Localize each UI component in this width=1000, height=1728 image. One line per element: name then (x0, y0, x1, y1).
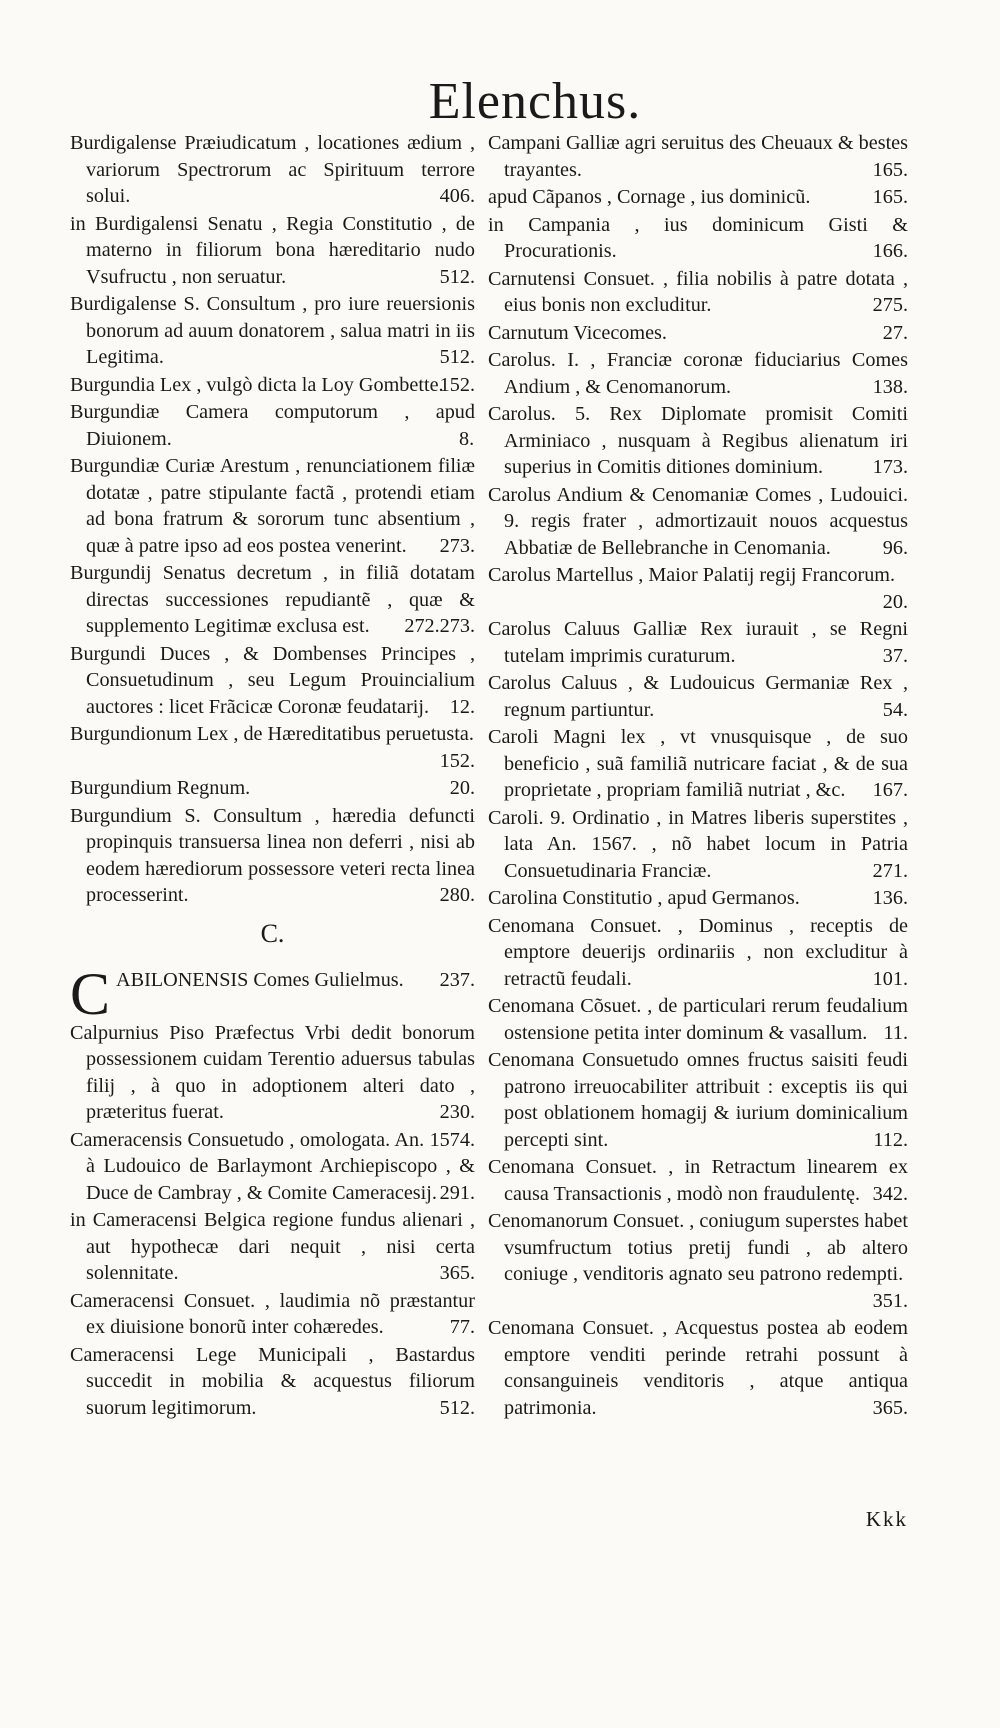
entry-page-number: 365. (872, 1396, 908, 1419)
index-entry (488, 805, 908, 885)
index-entry (70, 721, 475, 774)
entry-page-number: 351. (872, 1289, 908, 1312)
entry-page-number: 96. (882, 536, 908, 559)
entry-text: in Cameracensi Belgica regione fundus alienari , aut hypothecæ dari nequit , nisi certa solennitate. (70, 1209, 475, 1284)
right-entries (488, 130, 908, 1421)
entry-text: Calpurnius Piso Præfectus Vrbi dedit bonorum possessionem cuidam Terentio aduersus tabulas filij , à quo in adoptionem alteri dato , præteritus fuerat. (70, 1021, 475, 1123)
entry-page-number: 152. (439, 373, 475, 396)
entry-text: Cenomana Cõsuet. , de particulari rerum feudalium ostensione petita inter dominum & vasallum. (488, 995, 908, 1044)
entry-page-number: 512. (439, 346, 475, 368)
index-entry (70, 211, 475, 291)
entry-text: Caroli. 9. Ordinatio , in Matres liberis superstites , lata An. 1567. , nõ habet locum in Patria Consuetudinaria Franciæ. (488, 806, 908, 882)
index-entry (488, 320, 908, 347)
index-entry (488, 993, 908, 1046)
entry-page-number: 173. (872, 456, 908, 478)
catchword: Kkk (865, 1507, 908, 1531)
index-entry (70, 1020, 475, 1126)
index-entry (70, 1288, 475, 1341)
index-entry (488, 1047, 908, 1153)
index-entry (488, 212, 908, 265)
index-entry (70, 291, 475, 371)
left-column (70, 130, 475, 1422)
entry-page-number: 230. (439, 1101, 475, 1123)
entry-text: Carolus Caluus , & Ludouicus Germaniæ Rex , regnum partiuntur. (488, 672, 908, 721)
entry-text: Carolus Andium & Cenomaniæ Comes , Ludouici. 9. regis frater , admortizauit nouos acquestus Abbatiæ de Bellebranche in Cenomania. (488, 483, 908, 559)
entry-page-number: 271. (872, 859, 908, 882)
index-entry (488, 266, 908, 319)
entry-text: Burgundiæ Camera computorum , apud Diuionem. (70, 401, 475, 450)
entry-text: Burgundiæ Curiæ Arestum , renunciationem filiæ dotatæ , patre stipulante factã , protendi etiam ad bona fratrum & sororum tunc absentium , quæ à patre ipso ad eos postea venerint. (70, 455, 475, 557)
entry-text: Carolus Martellus , Maior Palatij regij Francorum. (488, 564, 896, 586)
entry-text: Carolus Caluus Galliæ Rex iurauit , se Regni tutelam imprimis curaturum. (488, 618, 908, 667)
index-entry (488, 1315, 908, 1421)
index-entry (70, 399, 475, 452)
entry-text: Carolus. 5. Rex Diplomate promisit Comiti Arminiaco , nusquam à Regibus alienatum iri superius in Comitis ditiones dominium. (488, 403, 908, 478)
entry-page-number: 20. (449, 777, 475, 799)
entry-text: Carolus. I. , Franciæ coronæ fiduciarius Comes Andium , & Cenomanorum. (488, 349, 908, 398)
index-entry (488, 562, 908, 615)
entry-page-number: 291. (439, 1181, 475, 1204)
entry-page-number: 136. (872, 887, 908, 909)
page-header: Elenchus. (428, 73, 642, 130)
index-entry (70, 641, 475, 721)
entry-text: Carnutensi Consuet. , filia nobilis à patre dotata , eius bonis non excluditur. (488, 267, 908, 316)
entry-page-number: 365. (439, 1262, 475, 1284)
entry-text: Cameracensi Lege Municipali , Bastardus succedit in mobilia & acquestus filiorum suorum legitimorum. (70, 1343, 475, 1419)
entry-page-number: 138. (872, 375, 908, 398)
index-entry (488, 184, 908, 211)
index-entry (488, 1208, 908, 1314)
entry-page-number: 512. (439, 265, 475, 288)
index-entry (488, 1154, 908, 1207)
entry-text: Burdigalense Præiudicatum , locationes ædium , variorum Spectrorum ac Spirituum terrore solui. (70, 132, 475, 207)
index-entry (488, 913, 908, 993)
entry-page-number: 237. (439, 968, 475, 991)
index-entry (488, 347, 908, 400)
entry-text: Cameracensis Consuetudo , omologata. An. 1574. à Ludouico de Barlaymont Archiepiscopo , & Duce de Cambray , & Comite Cameracesij. (70, 1128, 475, 1204)
entry-page-number: 165. (872, 158, 908, 181)
index-entry (488, 616, 908, 669)
entry-text: Burgundium Regnum. (70, 777, 251, 799)
entry-text: Cenomana Consuetudo omnes fructus saisiti feudi patrono irreuocabiliter attribuit : exceptis iis qui post oblationem homagij & iurium dominicalium percepti sint. (488, 1049, 908, 1151)
entry-text: Campani Galliæ agri seruitus des Cheuaux & bestes trayantes. (488, 132, 908, 181)
entry-page-number: 112. (873, 1128, 908, 1151)
entry-text: Cenomana Consuet. , in Retractum linearem ex causa Transactionis , modò non fraudulentę. (488, 1156, 908, 1205)
entry-text: Carolina Constitutio , apud Germanos. (488, 887, 800, 909)
index-entry (70, 1207, 475, 1287)
index-entry (70, 1342, 475, 1422)
index-entry (488, 482, 908, 562)
entry-text: Cenomanorum Consuet. , coniugum superstes habet vsumfructum totius pretij fundi , ab altero coniuge , venditoris agnato seu patrono redempti. (488, 1210, 908, 1285)
entry-text: Burgundia Lex , vulgò dicta la Loy Gombette. (70, 373, 444, 396)
entry-page-number: 273. (439, 534, 475, 557)
entry-page-number: 512. (439, 1396, 475, 1419)
entry-page-number: 8. (459, 427, 475, 450)
entry-text: Carnutum Vicecomes. (488, 321, 667, 344)
entry-text: Caroli Magni lex , vt vnusquisque , de suo beneficio , suã familiã nutricare faciat , & de sua proprietate , propriam familiã nutriat , &c. (488, 726, 908, 801)
entry-text: apud Cãpanos , Cornage , ius dominicũ. (488, 186, 811, 208)
entry-text: Cenomana Consuet. , Acquestus postea ab eodem emptore venditi perinde retrahi possunt à consanguineis venditoris , atque antiqua patrimonia. (488, 1317, 908, 1419)
entry-page-number: 77. (449, 1316, 475, 1338)
entry-page-number: 27. (882, 321, 908, 344)
entry-page-number: 20. (882, 590, 908, 613)
left-entries-after (70, 960, 475, 1422)
entry-text: Burgundium S. Consultum , hæredia defuncti propinquis transuersa linea non deferri , nisi ab eodem hærediorum possessore veteri recta linea processerint. (70, 804, 475, 906)
entry-page-number: 166. (872, 240, 908, 262)
entry-page-number: 275. (872, 294, 908, 316)
index-entry (70, 560, 475, 640)
index-entry (70, 775, 475, 802)
entry-page-number: 37. (882, 644, 908, 667)
left-entries-before (70, 130, 475, 909)
entry-text: Cenomana Consuet. , Dominus , receptis de emptore deuerijs ordinariis , non excluditur à retractũ feudali. (488, 914, 908, 990)
entry-page-number: 11. (883, 1021, 908, 1044)
drop-cap: C (70, 960, 111, 1027)
index-entry (488, 130, 908, 183)
entry-text: Burgundij Senatus decretum , in filiã dotatam directas successiones repudiantẽ , quæ & supplemento Legitimæ exclusa est. (70, 562, 475, 637)
entry-page-number: 280. (439, 884, 475, 906)
entry-page-number: 165. (872, 186, 908, 208)
index-entry (70, 1127, 475, 1207)
entry-page-number: 12. (449, 695, 475, 718)
index-entry (70, 803, 475, 909)
entry-page-number: 54. (882, 698, 908, 721)
index-entry (70, 130, 475, 210)
index-entry (70, 960, 475, 1027)
entry-text: in Burdigalensi Senatu , Regia Constitutio , de materno in filiorum bona hæreditario nudo Vsufructu , non seruatur. (70, 212, 475, 288)
entry-text: Burgundionum Lex , de Hæreditatibus peruetusta. (70, 723, 474, 745)
entry-text: in Campania , ius dominicum Gisti & Procurationis. (488, 213, 908, 262)
entry-page-number: 101. (872, 967, 908, 990)
index-entry (488, 401, 908, 481)
entry-text: Cameracensi Consuet. , laudimia nõ præstantur ex diuisione bonorũ inter cohæredes. (70, 1289, 475, 1338)
section-letter: C. (260, 918, 285, 948)
index-entry (488, 724, 908, 804)
entry-text: Burdigalense S. Consultum , pro iure reuersionis bonorum ad auum donatorem , salua matri in iis Legitima. (70, 293, 475, 368)
entry-page-number: 406. (439, 185, 475, 207)
index-entry (70, 453, 475, 559)
entry-page-number: 167. (872, 779, 908, 801)
index-entry (70, 372, 475, 399)
entry-page-number: 152. (439, 749, 475, 772)
index-entry (488, 885, 908, 912)
entry-text: Burgundi Duces , & Dombenses Principes , Consuetudinum , seu Legum Prouincialium auctores : licet Frãcicæ Coronæ feudatarij. (70, 642, 475, 718)
entry-text: ABILONENSIS Comes Gulielmus. (116, 968, 404, 991)
index-entry (488, 670, 908, 723)
entry-page-number: 272.273. (404, 615, 475, 637)
right-column (488, 130, 908, 1422)
entry-page-number: 342. (872, 1182, 908, 1205)
